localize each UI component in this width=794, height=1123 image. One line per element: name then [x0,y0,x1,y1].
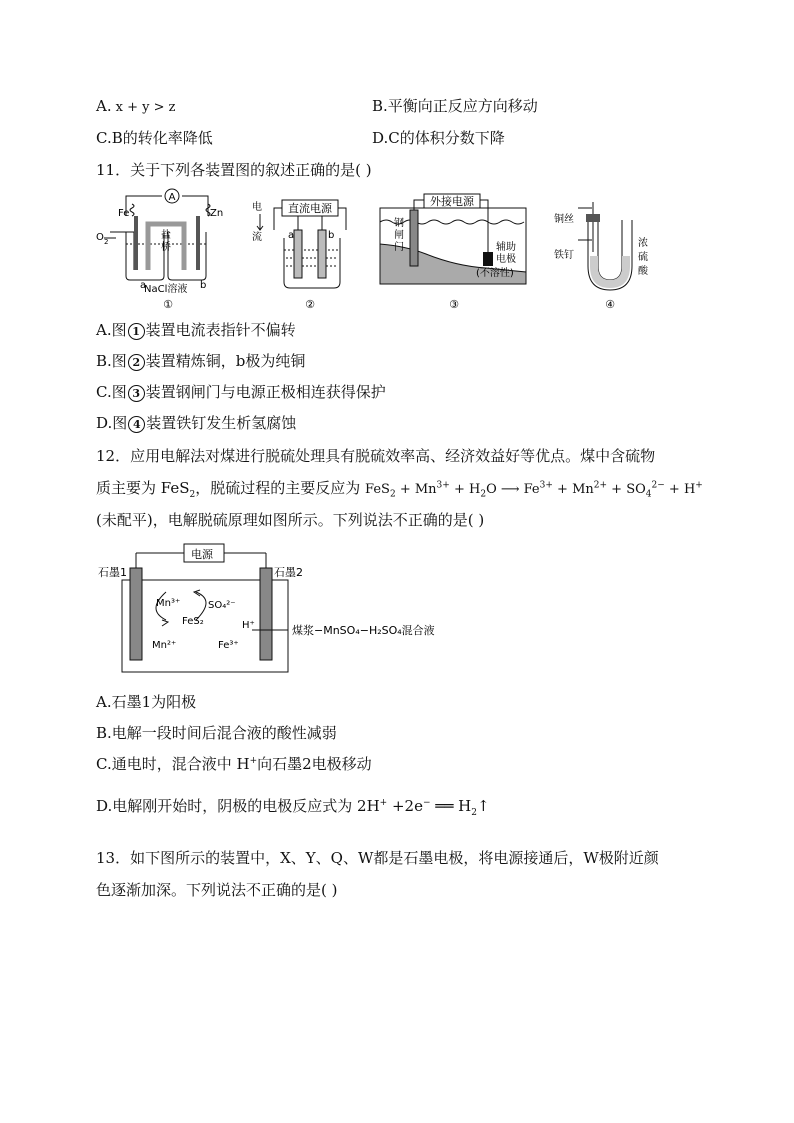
q11-figure-3 [376,188,530,312]
fes2-label: FeS₂ [182,616,204,627]
reaction-equation: $FeS_2 + Mn^{3+} + H_2O$ ⟶ $Fe^{3+} + Mn^{2+} + SO_4^{2-} + H^+$ [365,480,703,500]
salt-bridge-label-2: 桥 [161,242,171,253]
option-text: 装置铁钉发生析氢腐蚀 [146,414,297,432]
text: D.电解刚开始时，阴极的电极反应式为 2H [96,797,380,815]
q11-option-b [96,351,305,371]
zn-electrode [196,216,200,270]
q11-figure-4 [552,196,662,312]
q12-stem-line2 [96,478,703,500]
mn3-label: Mn³⁺ [156,598,181,609]
option-label: A. [96,97,112,115]
figure-number: ④ [605,298,615,311]
text: 质主要为 FeS [96,479,190,497]
dc-power-label: 直流电源 [288,202,332,215]
q10-option-c: C.B的转化率降低 [96,129,213,147]
salt-bridge-label-1: 盐 [161,230,171,241]
stopper [586,214,600,222]
q12-option-b: B.电解一段时间后混合液的酸性减弱 [96,724,337,742]
figure-number: ② [305,298,315,311]
o2-subscript: 2 [104,238,109,246]
q11-figure-2 [250,196,350,312]
q11-option-a [96,320,296,340]
q10-option-d: D.C的体积分数下降 [372,129,505,147]
power-label: 电源 [191,548,213,561]
auxiliary-electrode [483,252,493,266]
label-a: a [288,230,295,241]
iron-nail-label: 铁钉 [554,250,574,261]
copper-wire-label: 铜丝 [554,214,574,225]
text: C.通电时，混合液中 H [96,755,250,773]
figure-number: ① [163,298,173,311]
electrode-b [318,230,326,278]
fe-label: Fe [118,208,130,219]
q11-option-d [96,413,296,433]
graphite-1 [130,568,142,660]
text: 向石墨2电极移动 [257,755,372,773]
option-text: 装置精炼铜，b极为纯铜 [145,352,306,370]
fe3-label: Fe³⁺ [218,640,239,651]
label-b: b [200,280,207,291]
q11-figure-1 [96,188,226,312]
label-b: b [328,230,335,241]
circled-number: 4 [128,416,145,433]
acid-label-3: 酸 [638,266,648,277]
figure-number: ③ [449,298,459,311]
q12-option-a: A.石墨1为阳极 [96,693,197,711]
acid-label-1: 浓 [638,238,648,249]
option-text: 装置钢闸门与电源正极相连获得保护 [145,383,386,401]
graphite-1-label: 石墨1 [98,566,127,579]
q11-stem: 11．关于下列各装置图的叙述正确的是( ) [96,161,372,179]
formula: x + y > z [115,100,176,115]
mn2-label: Mn²⁺ [152,640,177,651]
q10-option-b: B.平衡向正反应方向移动 [372,97,538,115]
acid-label-2: 硫 [638,252,648,263]
gate-label-3: 门 [394,242,404,253]
circled-number: 2 [128,354,145,371]
q12-option-d: D.电解刚开始时，阴极的电极反应式为 2H+ +2e− ══ $H_2↑$ [96,797,490,818]
option-prefix: C.图 [96,383,127,401]
aux-label-2: 电极 [496,254,516,265]
current-label-2: 流 [252,232,262,243]
electrode-a [294,230,302,278]
text: ，脱硫过程的主要反应为 [195,479,361,497]
option-prefix: B.图 [96,352,127,370]
gate-label-2: 闸 [394,230,404,241]
aux-label-1: 辅助 [496,242,516,253]
steel-gate [410,210,418,266]
text: H [458,797,472,815]
o2-label: O [96,232,104,243]
option-text: 装置电流表指针不偏转 [145,321,296,339]
superscript: + [249,756,258,766]
zn-label: Zn [210,208,224,219]
h-ion-label: H⁺ [242,620,255,631]
q10-option-a [96,96,175,118]
q13-stem-line1: 13．如下图所示的装置中，X、Y、Q、W都是石墨电极，将电源接通后，W极附近颜 [96,849,659,867]
circled-number: 1 [128,323,145,340]
fe-electrode [134,216,138,270]
option-prefix: A.图 [96,321,127,339]
q12-stem-line1: 12．应用电解法对煤进行脱硫处理具有脱硫效率高、经济效益好等优点。煤中含硫物 [96,447,656,465]
gate-label-1: 钢 [394,218,404,229]
q12-figure [96,540,456,680]
aux-label-3: (不溶性) [476,268,514,279]
ammeter-label: A [168,192,176,203]
graphite-2 [260,568,272,660]
circled-number: 3 [128,385,145,402]
option-prefix: D.图 [96,414,128,432]
q12-stem-line3: (未配平)，电解脱硫原理如图所示。下列说法不正确的是( ) [96,511,485,529]
mixture-label: 煤浆−MnSO₄−H₂SO₄混合液 [292,624,435,637]
q12-option-c [96,754,372,774]
label-a: a [140,280,147,291]
current-label-1: 电 [252,202,262,213]
external-power-label: 外接电源 [430,195,474,208]
subscript: 2 [189,490,196,500]
nacl-solution-label: NaCl溶液 [144,284,188,295]
q13-stem-line2: 色逐渐加深。下列说法不正确的是( ) [96,881,338,899]
graphite-2-label: 石墨2 [274,566,303,579]
so4-label: SO₄²⁻ [208,600,236,611]
q11-option-c [96,382,386,402]
acid-liquid [590,256,630,288]
